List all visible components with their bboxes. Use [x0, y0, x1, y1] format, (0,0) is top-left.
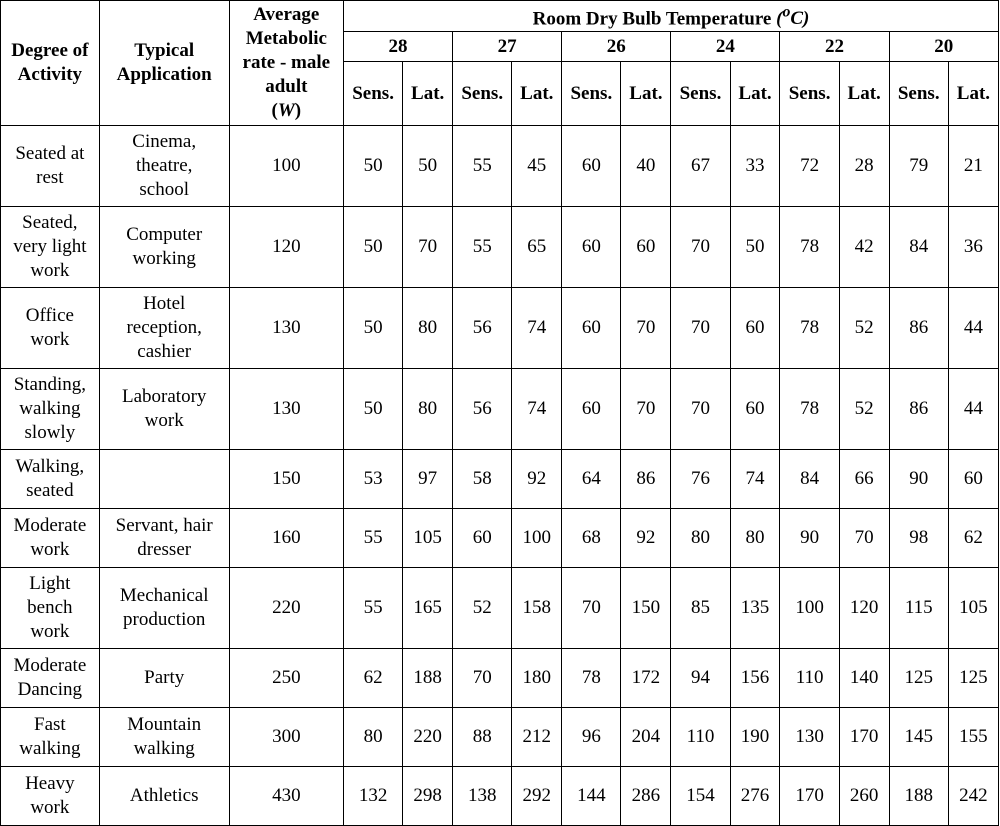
cell-latent: 156	[730, 649, 780, 708]
cell-sensible: 86	[889, 369, 948, 450]
cell-sensible: 145	[889, 708, 948, 767]
cell-latent: 292	[512, 767, 562, 826]
header-sensible-28: Sens.	[343, 62, 402, 126]
cell-sensible: 60	[562, 126, 621, 207]
cell-metabolic-rate: 430	[229, 767, 343, 826]
header-metabolic-unit: W	[277, 100, 295, 122]
cell-latent: 97	[403, 450, 453, 509]
cell-sensible: 88	[453, 708, 512, 767]
cell-sensible: 70	[671, 207, 730, 288]
header-temperature-27: 27	[453, 32, 562, 62]
cell-activity: Moderate work	[1, 509, 100, 568]
cell-sensible: 80	[343, 708, 402, 767]
table-row	[1, 767, 999, 826]
cell-latent: 50	[403, 126, 453, 207]
cell-latent: 170	[839, 708, 889, 767]
cell-latent: 44	[948, 369, 998, 450]
header-latent-26: Lat.	[621, 62, 671, 126]
cell-application: Cinema, theatre, school	[99, 126, 229, 207]
header-room-dry-bulb-temperature	[343, 1, 998, 32]
cell-application: Party	[99, 649, 229, 708]
cell-latent: 36	[948, 207, 998, 288]
header-metabolic-unit-open: (	[271, 100, 278, 122]
cell-latent: 74	[512, 288, 562, 369]
cell-sensible: 50	[343, 369, 402, 450]
header-latent-20: Lat.	[948, 62, 998, 126]
cell-latent: 105	[948, 568, 998, 649]
cell-sensible: 62	[343, 649, 402, 708]
table-row	[1, 708, 999, 767]
cell-metabolic-rate: 220	[229, 568, 343, 649]
cell-application: Athletics	[99, 767, 229, 826]
cell-latent: 188	[403, 649, 453, 708]
cell-latent: 60	[948, 450, 998, 509]
header-latent-24: Lat.	[730, 62, 780, 126]
cell-sensible: 79	[889, 126, 948, 207]
cell-sensible: 94	[671, 649, 730, 708]
header-room-unit: ($^o$C)	[776, 4, 810, 30]
cell-activity: Standing, walking slowly	[1, 369, 100, 450]
cell-sensible: 60	[562, 369, 621, 450]
cell-latent: 190	[730, 708, 780, 767]
cell-latent: 165	[403, 568, 453, 649]
table-row	[1, 126, 999, 207]
header-sensible-27: Sens.	[453, 62, 512, 126]
cell-sensible: 98	[889, 509, 948, 568]
cell-latent: 172	[621, 649, 671, 708]
cell-sensible: 58	[453, 450, 512, 509]
cell-sensible: 90	[780, 509, 839, 568]
cell-latent: 135	[730, 568, 780, 649]
cell-application: Hotel reception, cashier	[99, 288, 229, 369]
cell-sensible: 50	[343, 126, 402, 207]
cell-activity: Heavy work	[1, 767, 100, 826]
cell-latent: 140	[839, 649, 889, 708]
cell-metabolic-rate: 150	[229, 450, 343, 509]
cell-activity: Seated, very light work	[1, 207, 100, 288]
cell-sensible: 78	[780, 369, 839, 450]
cell-latent: 298	[403, 767, 453, 826]
cell-sensible: 80	[671, 509, 730, 568]
cell-latent: 92	[621, 509, 671, 568]
header-sensible-22: Sens.	[780, 62, 839, 126]
cell-latent: 100	[512, 509, 562, 568]
cell-latent: 33	[730, 126, 780, 207]
cell-sensible: 68	[562, 509, 621, 568]
cell-sensible: 53	[343, 450, 402, 509]
cell-activity: Fast walking	[1, 708, 100, 767]
table-row	[1, 568, 999, 649]
cell-latent: 44	[948, 288, 998, 369]
cell-sensible: 188	[889, 767, 948, 826]
cell-sensible: 130	[780, 708, 839, 767]
cell-activity: Light bench work	[1, 568, 100, 649]
cell-sensible: 125	[889, 649, 948, 708]
cell-metabolic-rate: 100	[229, 126, 343, 207]
cell-sensible: 70	[671, 288, 730, 369]
cell-latent: 28	[839, 126, 889, 207]
header-temperature-24: 24	[671, 32, 780, 62]
cell-latent: 60	[621, 207, 671, 288]
cell-metabolic-rate: 300	[229, 708, 343, 767]
cell-latent: 65	[512, 207, 562, 288]
cell-sensible: 86	[889, 288, 948, 369]
cell-sensible: 50	[343, 207, 402, 288]
header-sensible-24: Sens.	[671, 62, 730, 126]
header-metabolic-text: Average Metabolic rate - male adult	[242, 4, 331, 98]
table-row	[1, 509, 999, 568]
cell-latent: 204	[621, 708, 671, 767]
cell-latent: 80	[403, 369, 453, 450]
cell-latent: 125	[948, 649, 998, 708]
cell-latent: 40	[621, 126, 671, 207]
cell-sensible: 70	[453, 649, 512, 708]
cell-sensible: 52	[453, 568, 512, 649]
cell-latent: 52	[839, 288, 889, 369]
cell-latent: 212	[512, 708, 562, 767]
cell-metabolic-rate: 130	[229, 288, 343, 369]
cell-latent: 80	[403, 288, 453, 369]
header-latent-22: Lat.	[839, 62, 889, 126]
cell-activity: Moderate Dancing	[1, 649, 100, 708]
table-row	[1, 450, 999, 509]
cell-sensible: 110	[780, 649, 839, 708]
header-metabolic-unit-close: )	[294, 100, 302, 122]
cell-activity: Walking, seated	[1, 450, 100, 509]
cell-activity: Seated at rest	[1, 126, 100, 207]
cell-latent: 155	[948, 708, 998, 767]
cell-sensible: 84	[889, 207, 948, 288]
cell-latent: 150	[621, 568, 671, 649]
cell-sensible: 64	[562, 450, 621, 509]
cell-sensible: 55	[343, 509, 402, 568]
cell-sensible: 144	[562, 767, 621, 826]
cell-latent: 242	[948, 767, 998, 826]
cell-latent: 158	[512, 568, 562, 649]
cell-application: Mechanical production	[99, 568, 229, 649]
cell-sensible: 55	[453, 126, 512, 207]
cell-sensible: 138	[453, 767, 512, 826]
cell-latent: 180	[512, 649, 562, 708]
cell-latent: 92	[512, 450, 562, 509]
cell-sensible: 78	[562, 649, 621, 708]
cell-latent: 70	[839, 509, 889, 568]
cell-application: Servant, hair dresser	[99, 509, 229, 568]
cell-sensible: 70	[562, 568, 621, 649]
cell-sensible: 60	[562, 207, 621, 288]
header-temperature-20: 20	[889, 32, 998, 62]
cell-sensible: 70	[671, 369, 730, 450]
cell-latent: 86	[621, 450, 671, 509]
cell-sensible: 170	[780, 767, 839, 826]
cell-metabolic-rate: 120	[229, 207, 343, 288]
cell-latent: 80	[730, 509, 780, 568]
cell-latent: 60	[730, 288, 780, 369]
cell-latent: 70	[621, 288, 671, 369]
cell-sensible: 72	[780, 126, 839, 207]
header-temperature-26: 26	[562, 32, 671, 62]
header-metabolic-rate	[229, 1, 343, 126]
cell-sensible: 60	[453, 509, 512, 568]
cell-sensible: 132	[343, 767, 402, 826]
cell-sensible: 115	[889, 568, 948, 649]
cell-latent: 70	[621, 369, 671, 450]
cell-metabolic-rate: 250	[229, 649, 343, 708]
cell-latent: 276	[730, 767, 780, 826]
cell-activity: Office work	[1, 288, 100, 369]
cell-sensible: 96	[562, 708, 621, 767]
cell-sensible: 56	[453, 369, 512, 450]
cell-latent: 120	[839, 568, 889, 649]
cell-sensible: 78	[780, 207, 839, 288]
cell-application: Mountain walking	[99, 708, 229, 767]
cell-sensible: 56	[453, 288, 512, 369]
cell-sensible: 76	[671, 450, 730, 509]
cell-sensible: 50	[343, 288, 402, 369]
cell-sensible: 154	[671, 767, 730, 826]
cell-latent: 260	[839, 767, 889, 826]
cell-latent: 45	[512, 126, 562, 207]
header-typical-application: Typical Application	[99, 1, 229, 126]
cell-latent: 74	[730, 450, 780, 509]
cell-metabolic-rate: 160	[229, 509, 343, 568]
cell-latent: 62	[948, 509, 998, 568]
cell-sensible: 100	[780, 568, 839, 649]
header-sensible-20: Sens.	[889, 62, 948, 126]
header-temperature-22: 22	[780, 32, 889, 62]
cell-metabolic-rate: 130	[229, 369, 343, 450]
header-room-text: Room Dry Bulb Temperature	[532, 8, 777, 30]
table-row	[1, 649, 999, 708]
table-row	[1, 207, 999, 288]
cell-latent: 60	[730, 369, 780, 450]
cell-sensible: 90	[889, 450, 948, 509]
header-latent-28: Lat.	[403, 62, 453, 126]
cell-sensible: 84	[780, 450, 839, 509]
cell-sensible: 60	[562, 288, 621, 369]
cell-sensible: 55	[343, 568, 402, 649]
cell-application: Computer working	[99, 207, 229, 288]
cell-latent: 105	[403, 509, 453, 568]
header-sensible-26: Sens.	[562, 62, 621, 126]
cell-latent: 286	[621, 767, 671, 826]
cell-sensible: 67	[671, 126, 730, 207]
cell-application	[99, 450, 229, 509]
cell-latent: 52	[839, 369, 889, 450]
table-row	[1, 288, 999, 369]
header-temperature-28: 28	[343, 32, 452, 62]
cell-latent: 21	[948, 126, 998, 207]
cell-latent: 220	[403, 708, 453, 767]
cell-sensible: 110	[671, 708, 730, 767]
cell-latent: 74	[512, 369, 562, 450]
cell-latent: 50	[730, 207, 780, 288]
table-row	[1, 369, 999, 450]
cell-sensible: 55	[453, 207, 512, 288]
header-degree-of-activity: Degree of Activity	[1, 1, 100, 126]
cell-latent: 70	[403, 207, 453, 288]
cell-sensible: 85	[671, 568, 730, 649]
cell-application: Laboratory work	[99, 369, 229, 450]
cell-latent: 66	[839, 450, 889, 509]
header-latent-27: Lat.	[512, 62, 562, 126]
cell-latent: 42	[839, 207, 889, 288]
cell-sensible: 78	[780, 288, 839, 369]
